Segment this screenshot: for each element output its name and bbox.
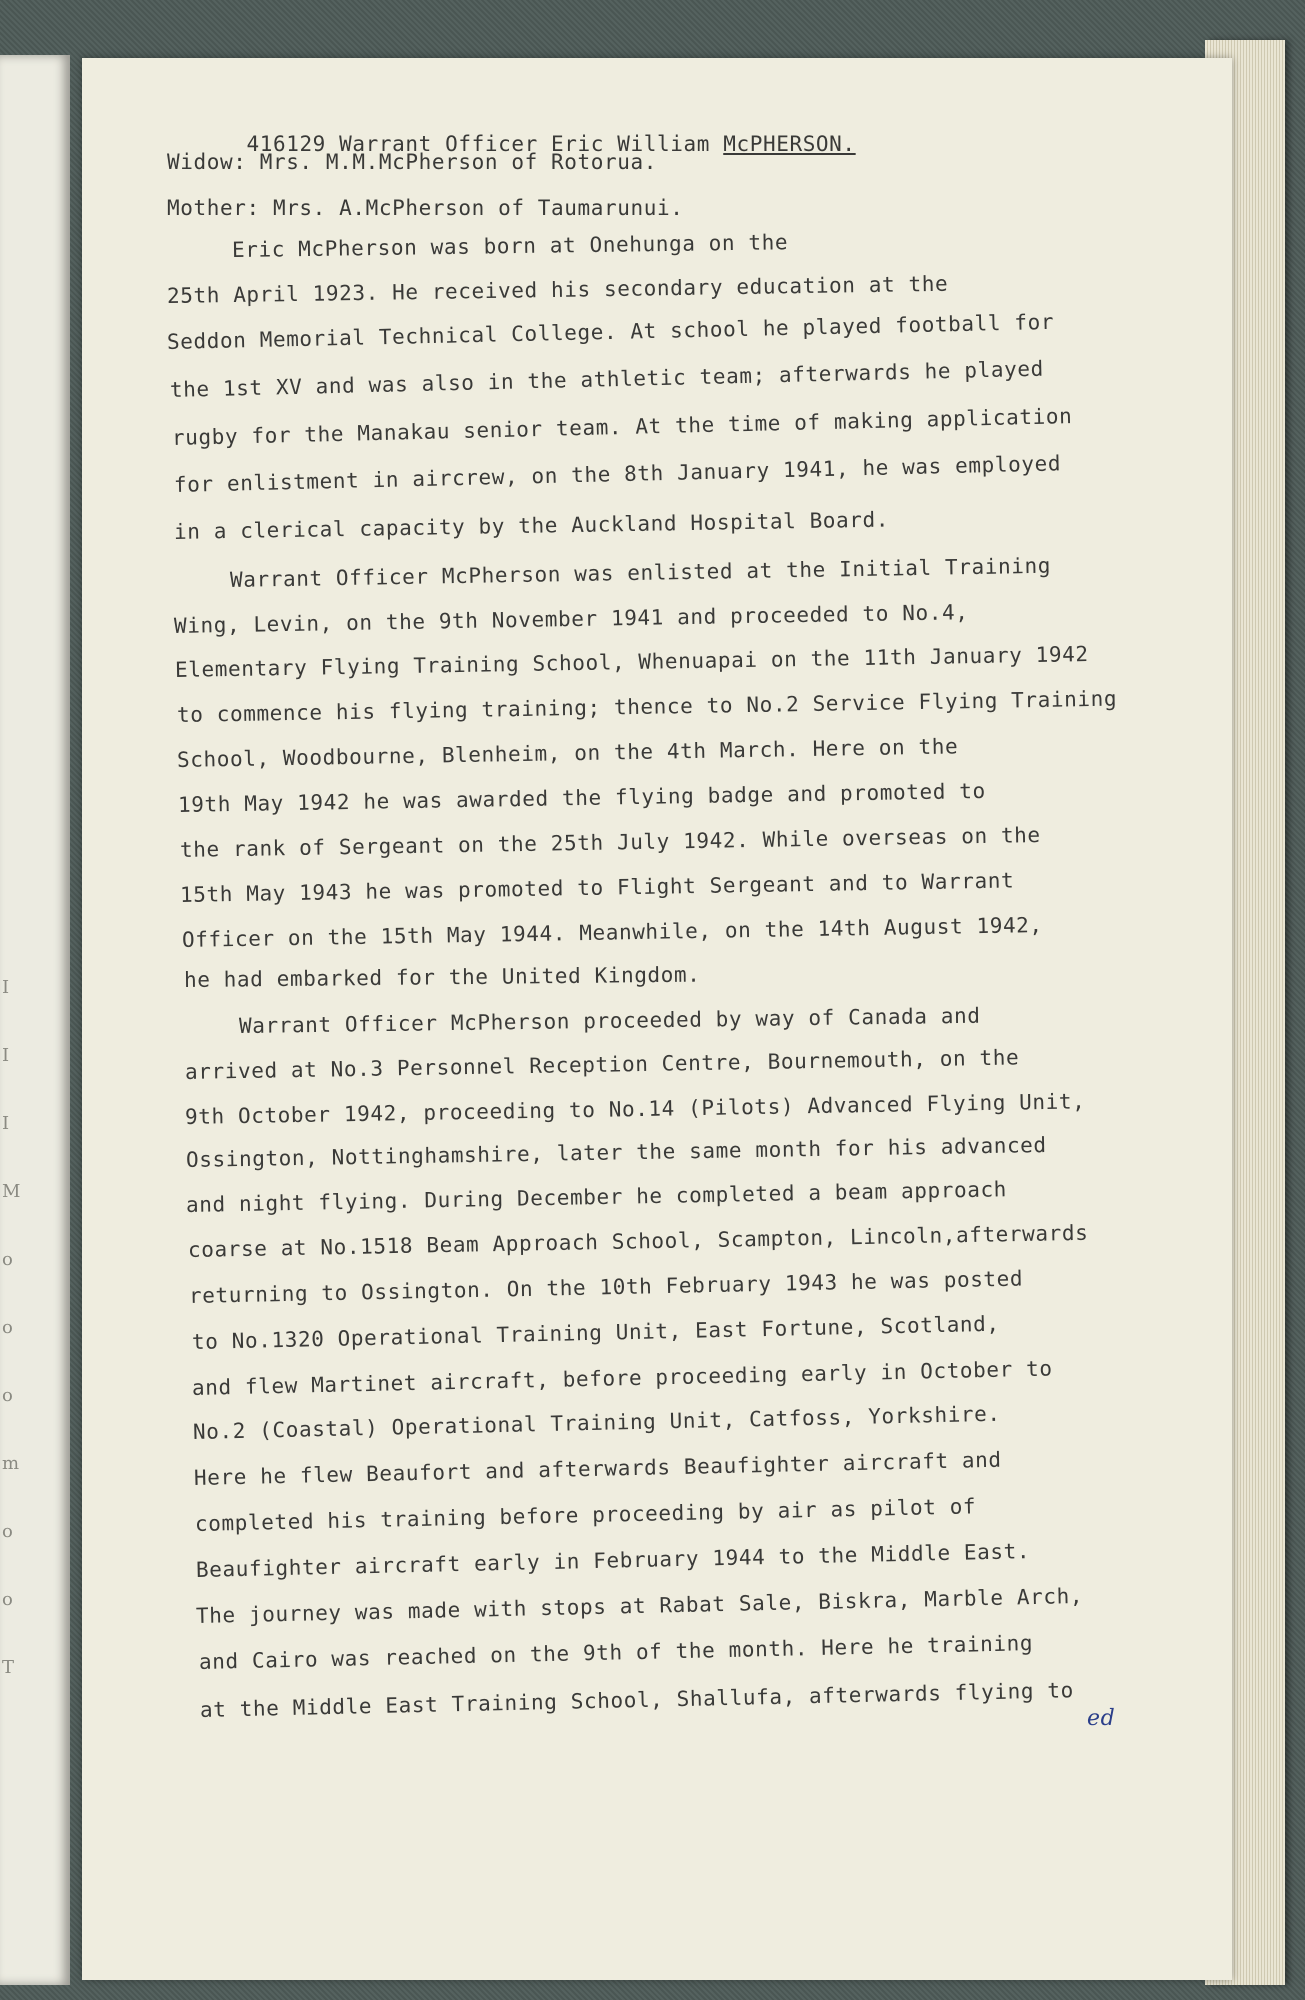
body-line: completed his training before proceeding by air as pilot of [194, 1494, 977, 1536]
body-line: Here he flew Beaufort and afterwards Beaufighter aircraft and [193, 1447, 1002, 1490]
body-line: and flew Martinet aircraft, before proceeding early in October to [191, 1356, 1053, 1400]
body-line: to commence his flying training; thence to No.2 Service Flying Training [176, 686, 1118, 727]
body-line: at the Middle East Training School, Shallufa, afterwards flying to [199, 1678, 1075, 1722]
body-line: coarse at No.1518 Beam Approach School, Scampton, Lincoln,afterwards [187, 1220, 1089, 1262]
body-line: 19th May 1942 he was awarded the flying badge and promoted to [177, 778, 986, 817]
margin-mark: o [2, 1589, 13, 1610]
body-line: he had embarked for the United Kingdom. [183, 962, 701, 992]
body-line: 15th May 1943 he was promoted to Flight Sergeant and to Warrant [179, 868, 1015, 907]
heading-number: 416129 Warrant Officer Eric William [246, 132, 724, 156]
body-line: Seddon Memorial Technical College. At school he played football for [166, 309, 1055, 354]
facing-page-edge [0, 55, 70, 1985]
body-line: Elementary Flying Training School, Whenuapai on the 11th January 1942 [174, 642, 1089, 682]
body-line: The journey was made with stops at Rabat Sale, Biskra, Marble Arch, [195, 1583, 1084, 1628]
body-line: 9th October 1942, proceeding to No.14 (Pilots) Advanced Flying Unit, [184, 1089, 1086, 1129]
margin-mark: M [2, 1181, 21, 1202]
body-line: the rank of Sergeant on the 25th July 1942. While overseas on the [179, 822, 1041, 862]
margin-mark: I [2, 1045, 10, 1066]
body-line: Ossington, Nottinghamshire, later the same month for his advanced [185, 1132, 1047, 1172]
facing-page-marks [2, 955, 22, 1703]
margin-mark: I [2, 1113, 10, 1134]
body-line: in a clerical capacity by the Auckland Hospital Board. [173, 507, 890, 544]
body-line: for enlistment in aircrew, on the 8th January 1941, he was employed [173, 451, 1062, 497]
margin-mark: o [2, 1385, 13, 1406]
body-line: rugby for the Manakau senior team. At the time of making application [171, 404, 1073, 450]
mother-line: Mother: Mrs. A.McPherson of Taumarunui. [167, 196, 684, 220]
heading-surname: McPHERSON. [723, 132, 856, 156]
widow-line: Widow: Mrs. M.M.McPherson of Rotorua. [167, 150, 657, 174]
margin-mark: I [2, 977, 10, 998]
body-line: 25th April 1923. He received his secondary education at the [166, 271, 949, 308]
body-line: Warrant Officer McPherson proceeded by way of Canada and [238, 1003, 981, 1038]
margin-mark: T [2, 1657, 15, 1678]
body-line: the 1st XV and was also in the athletic team; afterwards he played [169, 356, 1045, 402]
body-line: returning to Ossington. On the 10th February 1943 he was posted [188, 1266, 1024, 1308]
margin-mark: m [2, 1453, 20, 1474]
margin-mark: o [2, 1521, 13, 1542]
margin-mark: o [2, 1317, 13, 1338]
body-line: to No.1320 Operational Training Unit, East Fortune, Scotland, [191, 1311, 1000, 1354]
body-line: and Cairo was reached on the 9th of the month. Here he training [198, 1631, 1034, 1674]
body-line: Officer on the 15th May 1944. Meanwhile, on the 14th August 1942, [181, 912, 1043, 952]
body-line: Warrant Officer McPherson was enlisted at the Initial Training [229, 553, 1052, 592]
body-line: arrived at No.3 Personnel Reception Centre, Bournemouth, on the [184, 1045, 1020, 1084]
body-line: School, Woodbourne, Blenheim, on the 4th March. Here on the [176, 734, 959, 772]
body-line: Eric McPherson was born at Onehunga on the [231, 230, 789, 262]
handwritten-correction: ed [1087, 1706, 1116, 1731]
document-page [82, 58, 1232, 1980]
margin-mark: o [2, 1249, 13, 1270]
body-line: and night flying. During December he completed a beam approach [185, 1177, 1008, 1217]
body-line: Wing, Levin, on the 9th November 1941 and proceeded to No.4, [173, 600, 969, 638]
typescript-body [82, 58, 1232, 1980]
body-line: No.2 (Coastal) Operational Training Unit, Catfoss, Yorkshire. [192, 1401, 1001, 1444]
body-line: Beaufighter aircraft early in February 1944 to the Middle East. [195, 1539, 1031, 1582]
